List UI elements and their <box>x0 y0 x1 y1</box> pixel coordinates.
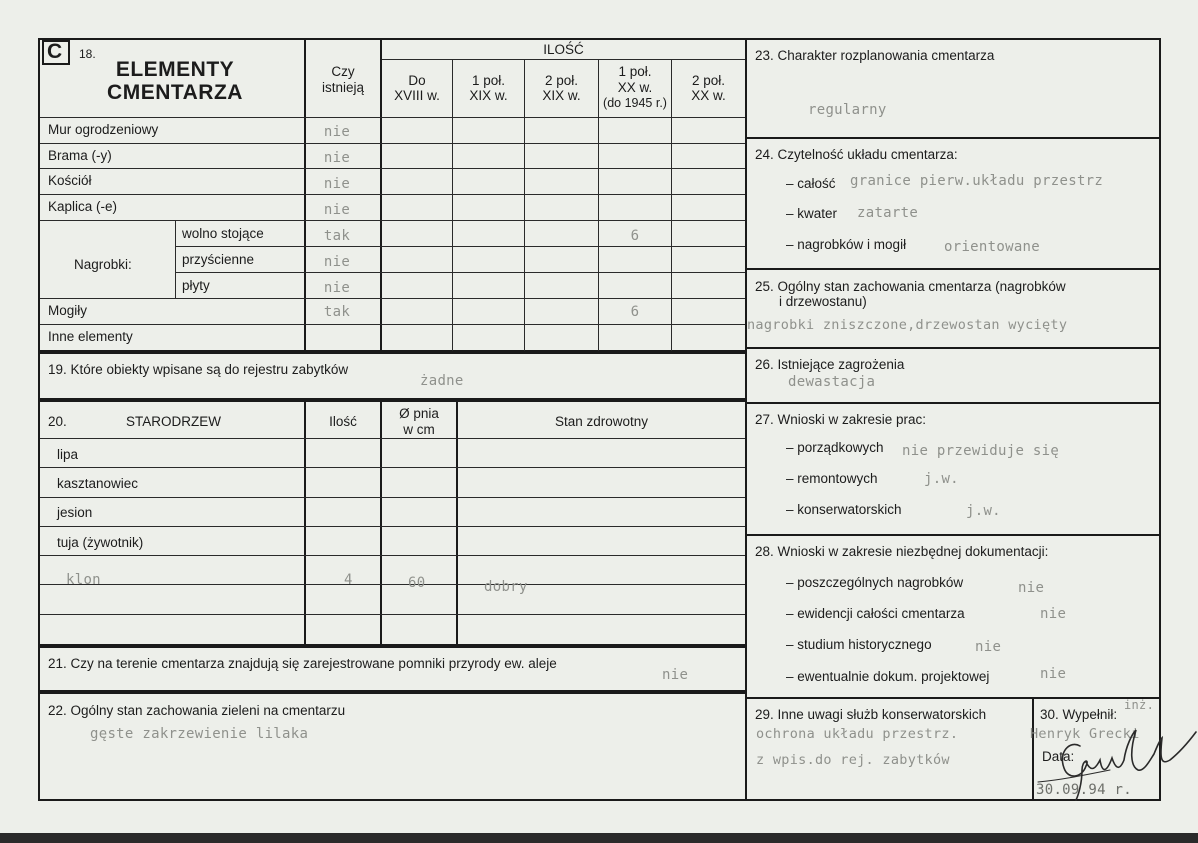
q19-label: 19. Które obiekty wpisane są do rejestru zabytków <box>48 362 349 377</box>
exists-value: nie <box>323 254 351 270</box>
q30-name: Henryk Grecki <box>1030 726 1140 742</box>
period-5-l2: XX w. <box>691 88 726 103</box>
tree-row-label: kasztanowiec <box>57 476 139 491</box>
q23-label: 23. Charakter rozplanowania cmentarza <box>755 48 995 63</box>
period-value: 6 <box>630 304 640 320</box>
col-diam-line1: Ø pnia <box>399 406 439 421</box>
scan-edge <box>0 833 1198 843</box>
q28-label: 28. Wnioski w zakresie niezbędnej dokumentacji: <box>755 544 1049 559</box>
exists-value: nie <box>323 202 351 218</box>
q27-label: 27. Wnioski w zakresie prac: <box>755 412 927 427</box>
col-quantity: ILOŚĆ <box>543 42 584 57</box>
q30-date-label: Data: <box>1042 749 1075 764</box>
section-title-line2: CMENTARZA <box>107 81 243 104</box>
row-label: Brama (-y) <box>48 148 112 163</box>
q21-answer: nie <box>662 667 689 683</box>
period-4-l1: 1 poł. <box>618 64 652 79</box>
row-label: Mogiły <box>48 303 88 318</box>
period-1-l2: XVIII w. <box>394 88 440 103</box>
col-diam-line2: w cm <box>403 422 435 437</box>
trees-number: 20. <box>48 414 67 429</box>
row-label: Inne elementy <box>48 329 133 344</box>
section-title-line1: ELEMENTY <box>115 58 235 81</box>
q24-item-label: – kwater <box>786 206 838 221</box>
period-1-l1: Do <box>408 73 426 88</box>
tree-row-label: lipa <box>57 447 79 462</box>
row-label: wolno stojące <box>182 226 264 241</box>
q27-item-answer: j.w. <box>924 471 959 487</box>
period-5-l1: 2 poł. <box>691 73 726 88</box>
q28-item-answer: nie <box>1040 666 1067 682</box>
q24-label: 24. Czytelność układu cmentarza: <box>755 147 958 162</box>
q24-item-label: – całość <box>786 176 836 191</box>
exists-value: nie <box>323 150 351 166</box>
exists-value: nie <box>323 176 351 192</box>
q21-label: 21. Czy na terenie cmentarza znajdują się zarejestrowane pomniki przyrody ew. aleje <box>48 656 557 671</box>
row-label: płyty <box>182 278 210 293</box>
q25-label-line1: 25. Ogólny stan zachowania cmentarza (nagrobków <box>755 279 1066 294</box>
q25-answer: nagrobki zniszczone,drzewostan wycięty <box>747 317 1068 333</box>
tree-typed-diam: 60 <box>408 575 426 591</box>
period-2-l2: XIX w. <box>469 88 508 103</box>
col-count: Ilość <box>329 414 357 429</box>
q29-label: 29. Inne uwagi służb konserwatorskich <box>755 707 987 722</box>
q24-item-answer: zatarte <box>857 205 919 221</box>
q24-item-answer: granice pierw.układu przestrz <box>850 173 1104 189</box>
exists-value: nie <box>323 280 351 296</box>
q24-item-label: – nagrobków i mogił <box>786 237 907 252</box>
q22-answer: gęste zakrzewienie lilaka <box>90 726 309 742</box>
q28-item-label: – ewidencji całości cmentarza <box>786 606 965 621</box>
tree-typed-health: dobry <box>484 579 528 595</box>
q29-answer-line2: z wpis.do rej. zabytków <box>756 752 950 768</box>
q27-item-label: – porządkowych <box>786 440 884 455</box>
q28-item-answer: nie <box>975 639 1002 655</box>
exists-value: tak <box>323 304 351 320</box>
q27-item-label: – konserwatorskich <box>786 502 902 517</box>
q29-answer-line1: ochrona układu przestrz. <box>756 726 959 742</box>
row-label: Mur ogrodzeniowy <box>48 122 159 137</box>
trees-title: STARODRZEW <box>126 414 221 429</box>
q28-item-answer: nie <box>1018 580 1045 596</box>
row-label: Kaplica (-e) <box>48 199 118 214</box>
period-4-l2: XX w. <box>617 80 653 95</box>
q26-label: 26. Istniejące zagrożenia <box>755 357 905 372</box>
q28-item-label: – poszczególnych nagrobków <box>786 575 964 590</box>
q27-item-answer: j.w. <box>966 503 1001 519</box>
section-letter: C <box>47 40 63 63</box>
q25-label-line2: i drzewostanu) <box>779 294 867 309</box>
col-exists-line1: Czy <box>331 64 355 79</box>
period-value: 6 <box>630 228 640 244</box>
q30-title-prefix: inż. <box>1124 698 1155 712</box>
q28-item-label: – ewentualnie dokum. projektowej <box>786 669 990 684</box>
q28-item-answer: nie <box>1040 606 1067 622</box>
row-label: Kościół <box>48 173 92 188</box>
q28-item-label: – studium historycznego <box>786 637 932 652</box>
period-4-l3: (do 1945 r.) <box>603 96 667 110</box>
q26-answer: dewastacja <box>788 374 876 390</box>
period-3-l1: 2 poł. <box>544 73 579 88</box>
q23-answer: regularny <box>808 102 887 118</box>
q27-item-label: – remontowych <box>786 471 878 486</box>
period-2-l1: 1 poł. <box>471 73 506 88</box>
q24-item-answer: orientowane <box>944 239 1041 255</box>
tombstones-group-label: Nagrobki: <box>74 257 132 272</box>
period-3-l2: XIX w. <box>542 88 581 103</box>
tree-row-label: tuja (żywotnik) <box>57 535 144 550</box>
q30-date: 30.09.94 r. <box>1036 782 1133 798</box>
section-number: 18. <box>79 47 96 61</box>
col-exists-line2: istnieją <box>321 80 365 95</box>
signature <box>1020 700 1198 805</box>
tree-typed-count: 4 <box>344 572 353 588</box>
exists-value: nie <box>323 124 351 140</box>
q19-answer: żadne <box>420 373 464 389</box>
q27-item-answer: nie przewiduje się <box>902 443 1060 459</box>
exists-value: tak <box>323 228 351 244</box>
tree-row-label: jesion <box>57 505 93 520</box>
q30-label: 30. Wypełnił: <box>1040 707 1118 722</box>
row-label: przyścienne <box>182 252 255 267</box>
tree-typed-name: klon <box>66 572 101 588</box>
col-health: Stan zdrowotny <box>554 414 649 429</box>
q22-label: 22. Ogólny stan zachowania zieleni na cmentarzu <box>48 703 346 718</box>
